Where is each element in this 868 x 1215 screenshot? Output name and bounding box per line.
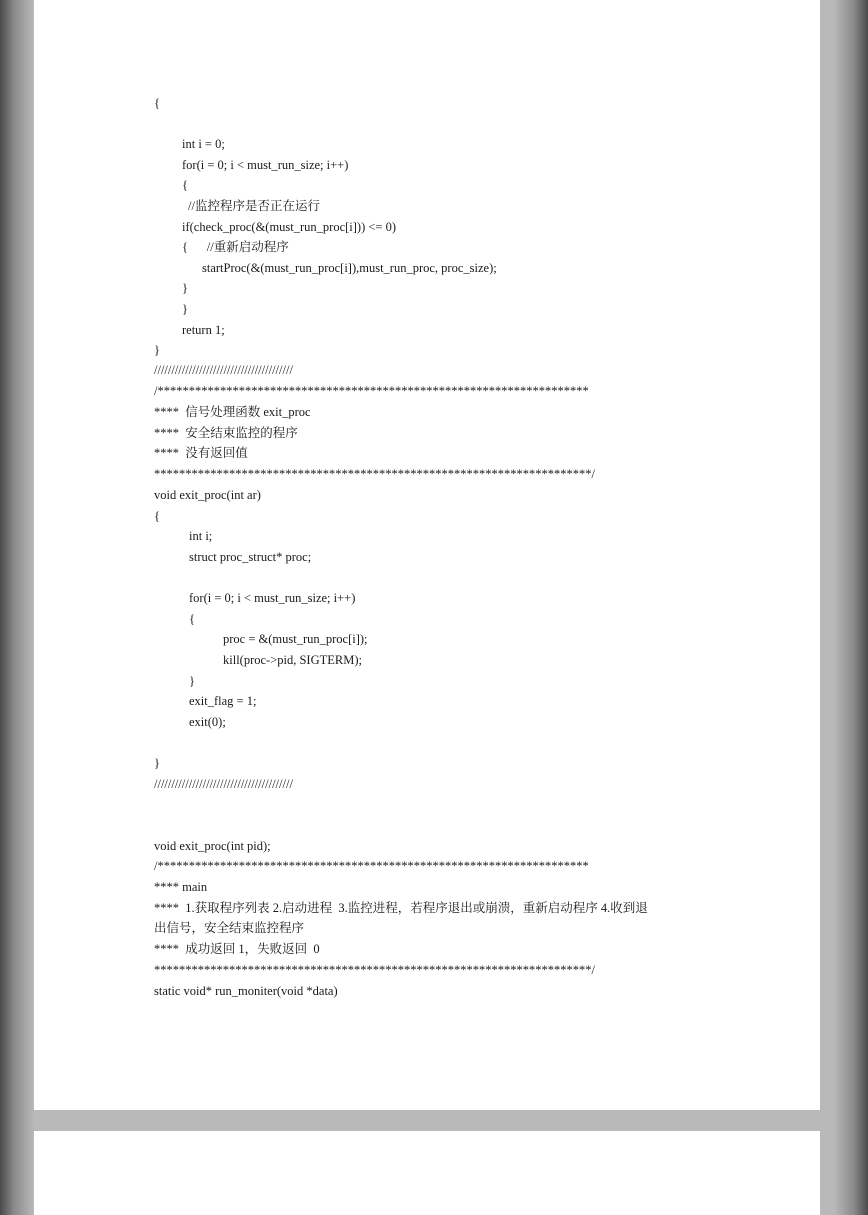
comment-border: /********************************************************************* (154, 384, 589, 398)
code-line: { (182, 178, 188, 192)
code-line: { (154, 96, 160, 110)
code-line: for(i = 0; i < must_run_size; i++) (189, 591, 356, 605)
code-line: for(i = 0; i < must_run_size; i++) (182, 158, 349, 172)
code-line: kill(proc->pid, SIGTERM); (223, 653, 362, 667)
code-comment: **** 信号处理函数 exit_proc (154, 405, 311, 419)
code-comment: **** 没有返回值 (154, 446, 248, 460)
code-comment: **** 成功返回 1，失败返回 0 (154, 942, 320, 956)
code-line: if(check_proc(&(must_run_proc[i])) <= 0) (182, 220, 397, 234)
code-line: int i = 0; (182, 137, 225, 151)
code-line: } (154, 343, 160, 357)
code-comment: 出信号，安全结束监控程序 (154, 921, 305, 935)
code-line: { //重新启动程序 (182, 240, 289, 254)
comment-border: **********************************************************************/ (154, 467, 595, 481)
code-line: exit(0); (189, 715, 226, 729)
code-line: { (154, 509, 160, 523)
code-line: proc = &(must_run_proc[i]); (223, 632, 368, 646)
document-page (34, 1131, 820, 1215)
code-comment: **** main (154, 880, 208, 894)
code-line: static void* run_moniter(void *data) (154, 984, 338, 998)
code-line: startProc(&(must_run_proc[i]),must_run_proc, proc_size); (202, 261, 497, 275)
code-line: } (182, 281, 188, 295)
code-line: exit_flag = 1; (189, 694, 257, 708)
code-separator: //////////////////////////////////////// (154, 363, 293, 377)
code-comment: //监控程序是否正在运行 (188, 199, 320, 213)
code-line: void exit_proc(int pid); (154, 839, 271, 853)
code-comment: **** 安全结束监控的程序 (154, 426, 298, 440)
code-comment: **** 1.获取程序列表 2.启动进程 3.监控进程，若程序退出或崩溃，重新启动程序 4.收到退 (154, 901, 648, 915)
code-line: } (154, 756, 160, 770)
document-page (34, 0, 820, 1110)
code-line: } (182, 302, 188, 316)
code-line: void exit_proc(int ar) (154, 488, 261, 502)
code-line: struct proc_struct* proc; (189, 550, 312, 564)
code-separator: //////////////////////////////////////// (154, 777, 293, 791)
comment-border: **********************************************************************/ (154, 963, 595, 977)
code-line: return 1; (182, 323, 225, 337)
code-line: { (189, 612, 195, 626)
comment-border: /********************************************************************* (154, 859, 589, 873)
code-line: } (189, 674, 195, 688)
code-line: int i; (189, 529, 213, 543)
